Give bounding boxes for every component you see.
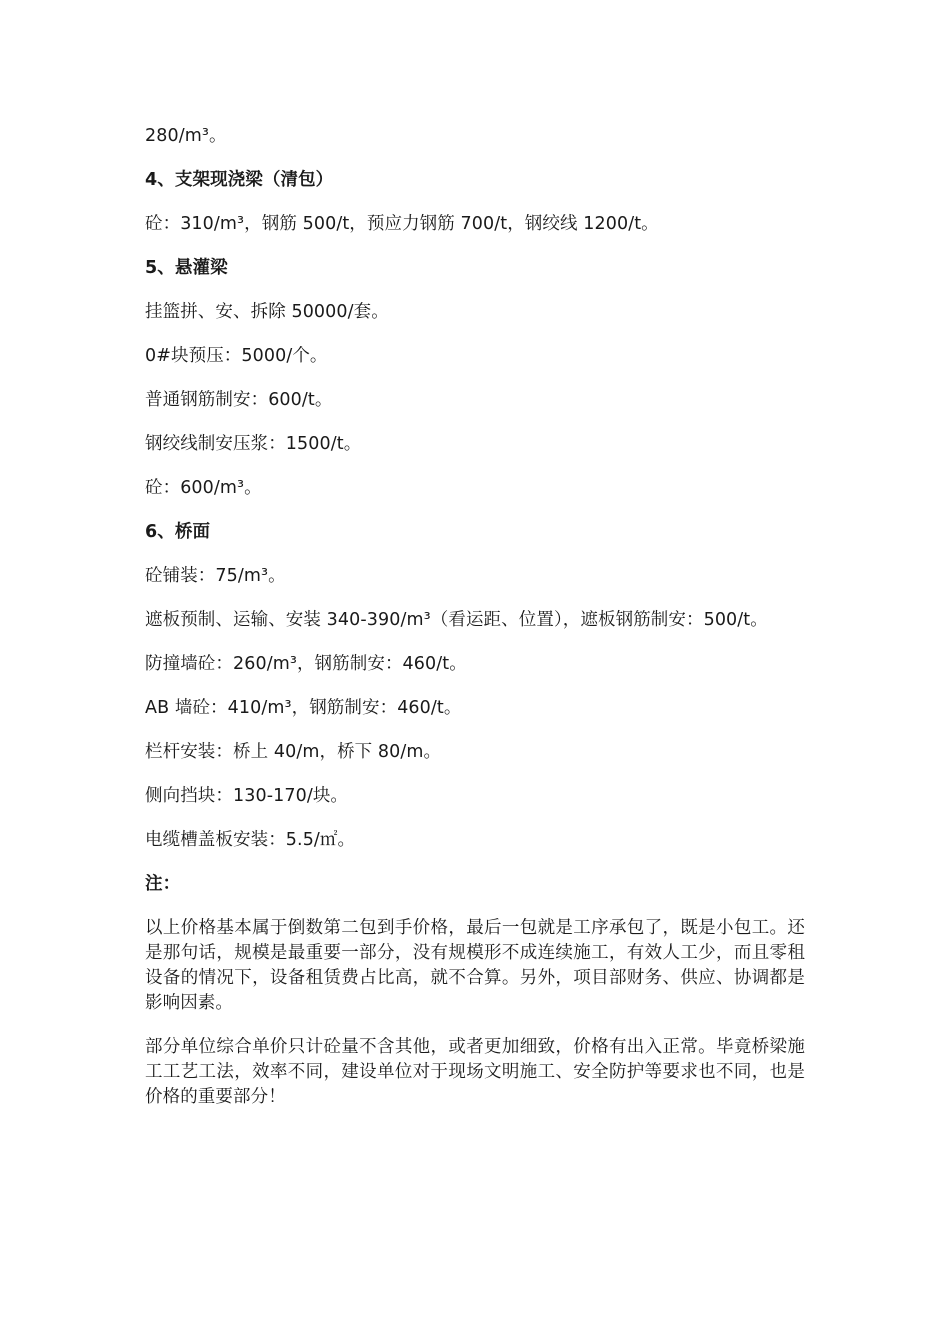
paragraph-lateral-block: 侧向挡块：130-170/块。 [145, 786, 349, 806]
note-paragraph-1: 以上价格基本属于倒数第二包到手价格，最后一包就是工序承包了，既是小包工。还是那句话，规模是最重要一部分，没有规模形不成连续施工，有效人工少，而且零租设备的情况下，设备租赁费占比高，就不合算。另外，项目部财务、供应、协调都是影响因素。 [145, 918, 805, 1013]
paragraph-cable-trough: 电缆槽盖板安装：5.5/㎡。 [145, 830, 356, 850]
paragraph-rebar: 普通钢筋制安：600/t。 [145, 390, 333, 410]
paragraph-shield-plate: 遮板预制、运输、安装 340-390/m³（看运距、位置），遮板钢筋制安：500/t。 [145, 610, 768, 630]
paragraph-paving: 砼铺装：75/m³。 [145, 566, 286, 586]
document-body [145, 124, 805, 1129]
section-heading-4: 4、支架现浇梁（清包） [145, 170, 334, 190]
paragraph-hanging-basket: 挂篮拼、安、拆除 50000/套。 [145, 302, 389, 322]
section-heading-5: 5、悬灌梁 [145, 258, 228, 278]
section-heading-6: 6、桥面 [145, 522, 211, 542]
paragraph-ab-wall: AB 墙砼：410/m³，钢筋制安：460/t。 [145, 698, 462, 718]
paragraph-railing: 栏杆安装：桥上 40/m，桥下 80/m。 [145, 742, 442, 762]
paragraph-support-beam-prices: 砼：310/m³，钢筋 500/t，预应力钢筋 700/t，钢绞线 1200/t。 [145, 214, 659, 234]
paragraph-strand-grouting: 钢绞线制安压浆：1500/t。 [145, 434, 362, 454]
paragraph-crash-wall: 防撞墙砼：260/m³，钢筋制安：460/t。 [145, 654, 467, 674]
note-paragraph-2: 部分单位综合单价只计砼量不含其他，或者更加细致，价格有出入正常。毕竟桥梁施工工艺工法，效率不同，建设单位对于现场文明施工、安全防护等要求也不同，也是价格的重要部分！ [145, 1037, 805, 1107]
note-heading: 注： [145, 874, 181, 894]
paragraph-block-preload: 0#块预压：5000/个。 [145, 346, 328, 366]
paragraph-price-280: 280/m³。 [145, 126, 227, 146]
paragraph-concrete-600: 砼：600/m³。 [145, 478, 262, 498]
